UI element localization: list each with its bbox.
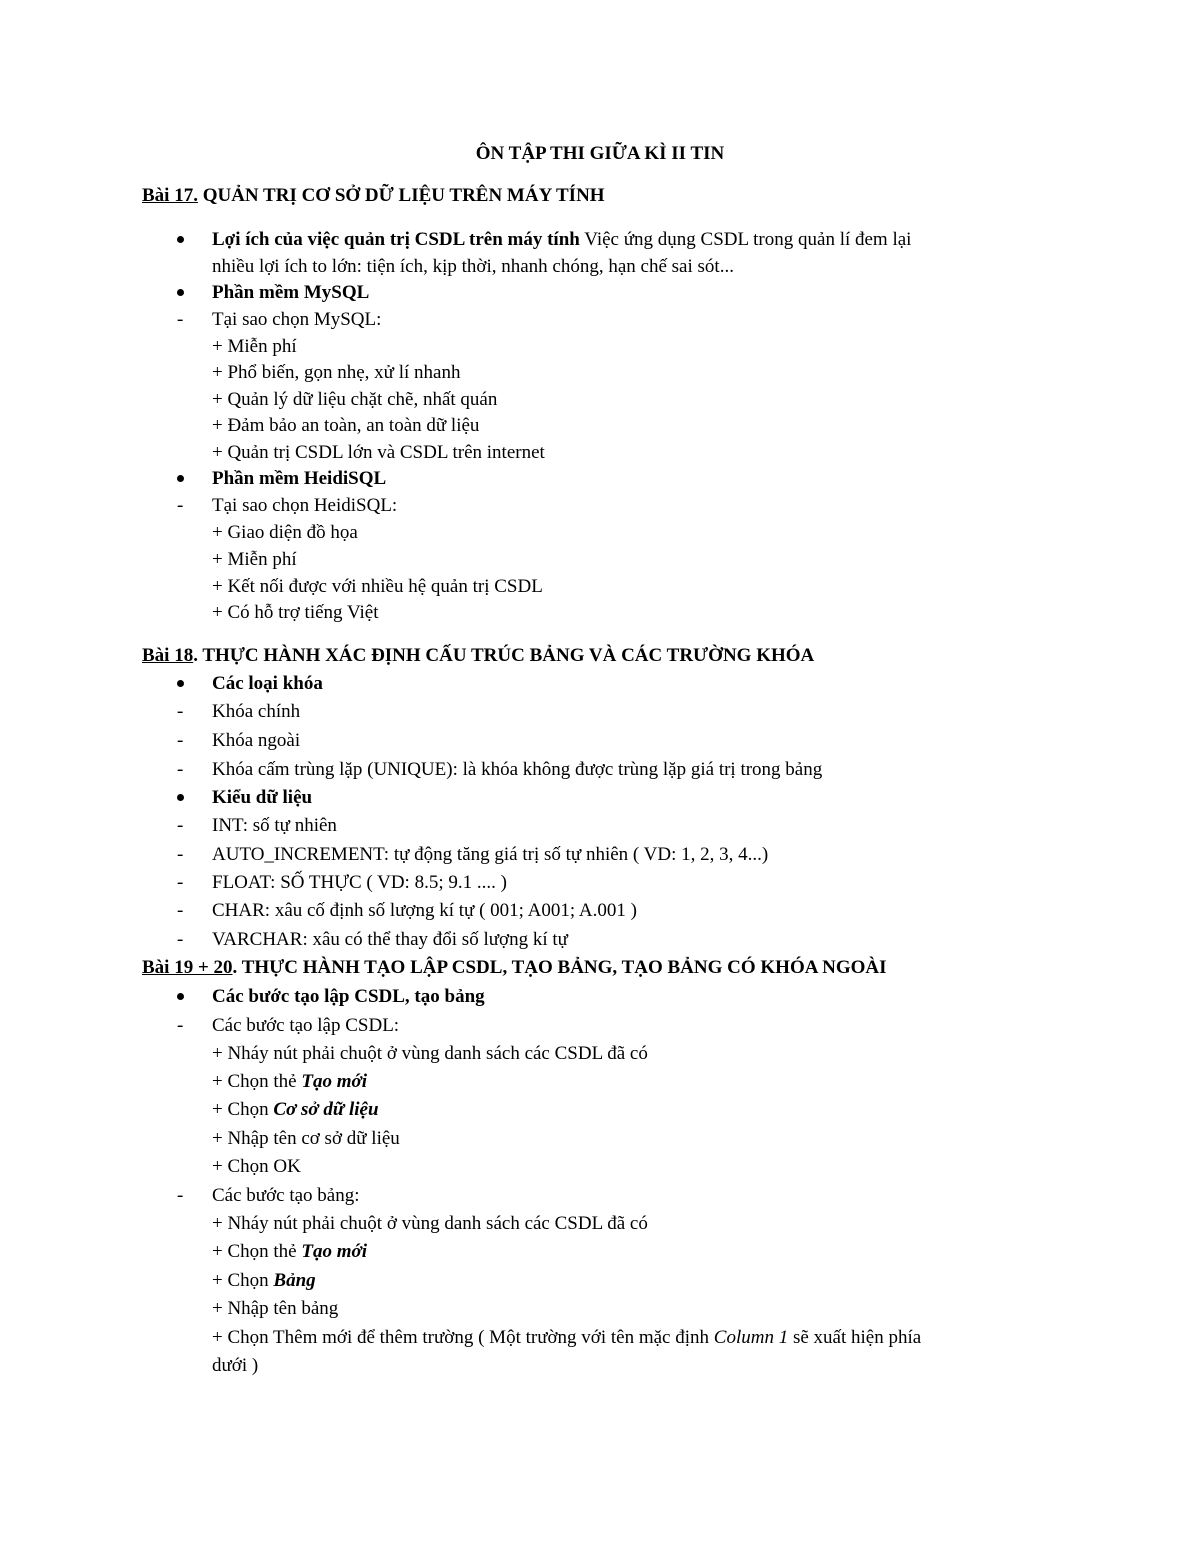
page-title: ÔN TẬP THI GIỮA KÌ II TIN xyxy=(475,143,725,164)
dash-marker: - xyxy=(177,495,184,516)
dash-item: Khóa cấm trùng lặp (UNIQUE): là khóa không được trùng lặp giá trị trong bảng xyxy=(212,759,823,780)
sub-item-text: + Chọn Thêm mới để thêm trường ( Một trường với tên mặc định xyxy=(212,1327,714,1348)
sub-item-text: sẽ xuất hiện phía xyxy=(788,1327,922,1348)
dash-marker: - xyxy=(177,1185,184,1206)
dash-marker: - xyxy=(177,759,184,780)
sub-item xyxy=(212,1097,379,1123)
dash-marker: - xyxy=(177,872,184,893)
list-item xyxy=(212,227,911,253)
dash-marker: - xyxy=(177,309,184,330)
section-18-number: Bài 18 xyxy=(142,645,194,666)
sub-item: + Miễn phí xyxy=(212,549,297,570)
dash-marker: - xyxy=(177,1015,184,1036)
dash-marker: - xyxy=(177,900,184,921)
bullet-heading: Các loại khóa xyxy=(212,673,323,694)
sub-item-emphasis: Tạo mới xyxy=(301,1071,367,1092)
sub-item-text: + Chọn thẻ xyxy=(212,1071,302,1092)
sub-item: + Quản lý dữ liệu chặt chẽ, nhất quán xyxy=(212,389,498,410)
sub-item: + Kết nối được với nhiều hệ quản trị CSDL xyxy=(212,576,543,597)
sub-item xyxy=(212,1239,367,1265)
bullet-icon xyxy=(177,680,184,687)
sub-item: + Có hỗ trợ tiếng Việt xyxy=(212,602,379,623)
sub-item: + Chọn OK xyxy=(212,1156,301,1177)
dash-item: Khóa ngoài xyxy=(212,730,301,751)
sub-item xyxy=(212,1325,921,1351)
dash-marker: - xyxy=(177,730,184,751)
sub-item: + Giao diện đồ họa xyxy=(212,522,358,543)
sub-item: + Phổ biến, gọn nhẹ, xử lí nhanh xyxy=(212,362,461,383)
sub-item-text: + Chọn xyxy=(212,1270,274,1291)
dash-marker: - xyxy=(177,701,184,722)
bullet-icon xyxy=(177,289,184,296)
bullet-heading: Phần mềm MySQL xyxy=(212,282,370,303)
dash-item: Tại sao chọn MySQL: xyxy=(212,309,382,330)
dash-item: Khóa chính xyxy=(212,701,301,722)
dash-item: Các bước tạo bảng: xyxy=(212,1185,360,1206)
bullet-icon xyxy=(177,475,184,482)
dash-item: Các bước tạo lập CSDL: xyxy=(212,1015,400,1036)
item-bold-label: Lợi ích của việc quản trị CSDL trên máy tính xyxy=(212,229,580,250)
sub-item-emphasis: Bảng xyxy=(273,1270,316,1291)
sub-item-text: + Chọn thẻ xyxy=(212,1241,302,1262)
sub-item xyxy=(212,1268,316,1294)
dash-marker: - xyxy=(177,815,184,836)
dash-item: AUTO_INCREMENT: tự động tăng giá trị số tự nhiên ( VD: 1, 2, 3, 4...) xyxy=(212,844,769,865)
section-17-number: Bài 17. xyxy=(142,185,198,206)
bullet-heading: Các bước tạo lập CSDL, tạo bảng xyxy=(212,986,485,1007)
sub-item: + Nháy nút phải chuột ở vùng danh sách các CSDL đã có xyxy=(212,1043,648,1064)
sub-item: + Nháy nút phải chuột ở vùng danh sách các CSDL đã có xyxy=(212,1213,648,1234)
sub-item-continuation: dưới ) xyxy=(212,1355,259,1376)
item-text: Việc ứng dụng CSDL trong quản lí đem lại xyxy=(579,229,912,250)
dash-item: FLOAT: SỐ THỰC ( VD: 8.5; 9.1 .... ) xyxy=(212,872,507,893)
sub-item: + Nhập tên cơ sở dữ liệu xyxy=(212,1128,400,1149)
bullet-icon xyxy=(177,794,184,801)
dash-item: CHAR: xâu cố định số lượng kí tự ( 001; A001; A.001 ) xyxy=(212,900,637,921)
sub-item: + Đảm bảo an toàn, an toàn dữ liệu xyxy=(212,415,480,436)
sub-item-emphasis: Tạo mới xyxy=(301,1241,367,1262)
section-19-title: . THỰC HÀNH TẠO LẬP CSDL, TẠO BẢNG, TẠO BẢNG CÓ KHÓA NGOÀI xyxy=(232,957,887,978)
section-18-title: . THỰC HÀNH XÁC ĐỊNH CẤU TRÚC BẢNG VÀ CÁC TRƯỜNG KHÓA xyxy=(193,645,815,666)
sub-item xyxy=(212,1069,367,1095)
bullet-heading: Phần mềm HeidiSQL xyxy=(212,468,387,489)
bullet-heading: Kiểu dữ liệu xyxy=(212,787,313,808)
section-19-heading xyxy=(142,955,887,981)
dash-item: Tại sao chọn HeidiSQL: xyxy=(212,495,398,516)
list-item-continuation: nhiều lợi ích to lớn: tiện ích, kịp thời, nhanh chóng, hạn chế sai sót... xyxy=(212,256,734,277)
section-17-title: QUẢN TRỊ CƠ SỞ DỮ LIỆU TRÊN MÁY TÍNH xyxy=(197,185,605,206)
section-19-number: Bài 19 + 20 xyxy=(142,957,233,978)
sub-item: + Quản trị CSDL lớn và CSDL trên internet xyxy=(212,442,545,463)
dash-item: VARCHAR: xâu có thể thay đổi số lượng kí tự xyxy=(212,929,568,950)
section-18-heading xyxy=(142,643,814,669)
bullet-icon xyxy=(177,236,184,243)
sub-item-emphasis: Cơ sở dữ liệu xyxy=(273,1099,379,1120)
bullet-icon xyxy=(177,993,184,1000)
dash-item: INT: số tự nhiên xyxy=(212,815,337,836)
sub-item-text: + Chọn xyxy=(212,1099,274,1120)
dash-marker: - xyxy=(177,929,184,950)
sub-item: + Nhập tên bảng xyxy=(212,1298,339,1319)
dash-marker: - xyxy=(177,844,184,865)
section-17-heading xyxy=(142,183,605,209)
sub-item: + Miễn phí xyxy=(212,336,297,357)
sub-item-emphasis: Column 1 xyxy=(713,1327,789,1348)
